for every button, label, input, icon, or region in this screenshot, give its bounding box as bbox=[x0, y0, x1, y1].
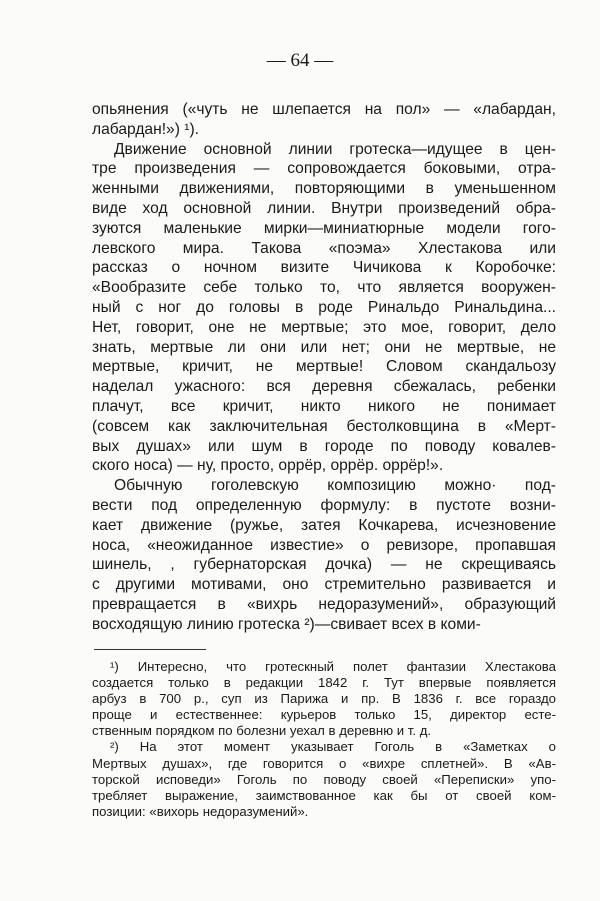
body-line: рассказ о ночном визите Чичикова к Коробочке: bbox=[92, 259, 556, 277]
footnote-line: позиции: «вихорь недоразумений». bbox=[92, 803, 309, 819]
footnotes bbox=[92, 659, 556, 820]
body-text bbox=[92, 100, 556, 635]
body-line: (совсем как заключительная бестолковщина в «Мерт- bbox=[92, 417, 556, 435]
footnote-line: требляет выражение, заимствованное как бы от своей ком- bbox=[92, 787, 556, 803]
body-line: зуются маленькие мирки—миниатюрные модели гого- bbox=[92, 219, 556, 237]
body-line: Нет, говорит, оне не мертвые; это мое, говорит, дело bbox=[92, 318, 556, 336]
body-line: носа, «неожиданное известие» о ревизоре, пропавшая bbox=[92, 536, 556, 554]
body-line: шинель, , губернаторская дочка) — не скрещиваясь bbox=[92, 556, 556, 574]
body-line: виде ход основной линии. Внутри произведений обра- bbox=[92, 199, 556, 217]
body-line: вести под определенную формулу: в пустоте возни- bbox=[92, 496, 556, 514]
body-line: опьянения («чуть не шлепается на пол» — «лабардан, bbox=[92, 101, 556, 118]
body-line: вых душах» или шум в городе по поводу ковалев- bbox=[92, 437, 556, 455]
footnote-line: создается только в редакции 1842 г. Тут впервые появляется bbox=[92, 675, 556, 691]
body-line: плачут, все кричит, никто никого не понимает bbox=[92, 397, 556, 415]
footnote-line: проще и естественнее: курьеров только 15, директор есте- bbox=[92, 707, 556, 723]
footnote-line: ¹) Интересно, что гротескный полет фантазии Хлестакова bbox=[110, 659, 556, 674]
footnote-line: арбуз в 700 р., суп из Парижа и пр. В 1836 г. все гораздо bbox=[92, 691, 556, 707]
body-line: «Вообразите себе только то, что является вооружен- bbox=[92, 279, 556, 297]
body-line: ный с ног до головы в роде Ринальдо Ринальдина... bbox=[92, 298, 556, 316]
footnote-line: ственным порядком по болезни уехал в деревню и т. д. bbox=[92, 723, 432, 739]
body-line: женными движениями, повторяющими в уменьшенном bbox=[92, 180, 556, 198]
page-number: — 64 — bbox=[266, 50, 334, 71]
body-line: кает движение (ружье, затея Кочкарева, исчезновение bbox=[92, 516, 556, 534]
body-line: тре произведения — сопровождается боковыми, отра- bbox=[92, 160, 556, 178]
body-line: знать, мертвые ли они или нет; они не мертвые, не bbox=[92, 338, 556, 356]
footnote-line: торской исповеди» Гоголь по поводу своей «Переписки» упо- bbox=[92, 771, 556, 787]
body-line: мертвые, кричит, не мертвые! Словом скандальозу bbox=[92, 358, 556, 376]
body-line: с другими мотивами, оно стремительно развивается и bbox=[92, 576, 556, 594]
footnote-divider bbox=[94, 649, 206, 650]
body-line: наделал ужасного: вся деревня сбежалась, ребенки bbox=[92, 378, 556, 396]
body-line: Обычную гоголевскую композицию можно· под- bbox=[114, 477, 556, 495]
body-line: Движение основной линии гротеска—идущее в цен- bbox=[114, 140, 556, 158]
footnote-line: Мертвых душах», где говорится о «вихре сплетней». В «Ав- bbox=[92, 755, 556, 771]
body-line: левского мира. Такова «поэма» Хлестакова или bbox=[92, 239, 556, 257]
body-line: ского носа) — ну, просто, оррёр, оррёр. оррёр!». bbox=[92, 457, 444, 475]
footnote-line: ²) На этот момент указывает Гоголь в «Заметках о bbox=[110, 739, 556, 755]
body-line: превращается в «вихрь недоразумений», образующий bbox=[92, 595, 556, 613]
body-line: лабардан!») ¹). bbox=[92, 120, 199, 138]
body-line: восходящую линию гротеска ²)—свивает всех в коми- bbox=[92, 615, 481, 633]
